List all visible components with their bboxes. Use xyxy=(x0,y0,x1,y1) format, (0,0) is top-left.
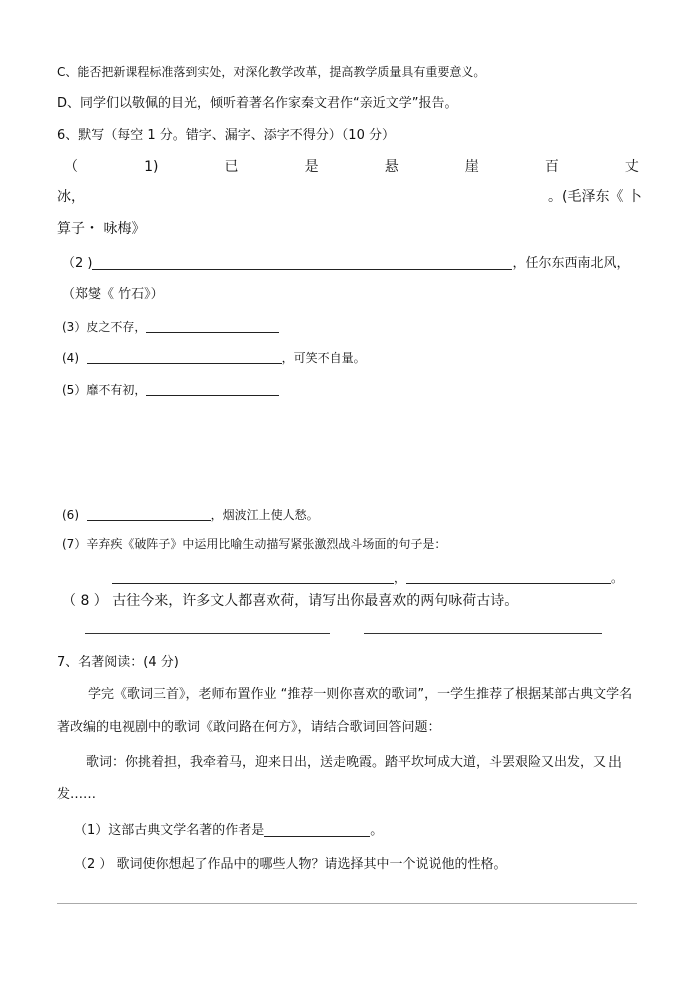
sub-suffix: 。 xyxy=(370,823,384,838)
q6-item1-line2-start: 冰， xyxy=(57,189,85,205)
q6-item1-line1 xyxy=(64,160,639,174)
q6-item1-token: 悬 xyxy=(384,159,399,175)
q6-item1-line2-end: 。(毛泽东《 卜 xyxy=(548,189,642,205)
item-after: ，可笑不自量。 xyxy=(281,351,366,365)
option-d: D、同学们以敬佩的目光，倾听着著名作家秦文君作“亲近文学”报告。 xyxy=(57,96,458,111)
answer-line[interactable] xyxy=(57,903,637,904)
answer-line[interactable] xyxy=(364,633,602,634)
q6-item1-line3: 算子・ 咏梅》 xyxy=(57,221,146,237)
item-period: 。 xyxy=(611,571,624,585)
q7-sub2: （2 ） 歌词使你想起了作品中的哪些人物？请选择其中一个说说他的性格。 xyxy=(74,857,507,872)
answer-blank[interactable] xyxy=(87,507,211,521)
q6-item6 xyxy=(62,507,319,521)
q7-intro-line2: 著改编的电视剧中的歌词《敢问路在何方》，请结合歌词回答问题： xyxy=(57,720,441,735)
q6-header: 6、默写（每空 1 分。错字、漏字、添字不得分）（10 分） xyxy=(57,128,395,143)
q6-item7-prompt: (7）辛弃疾《破阵子》中运用比喻生动描写紧张激烈战斗场面的句子是： xyxy=(62,537,447,551)
q6-item2-source: （郑燮《 竹石》） xyxy=(62,287,164,302)
q7-lyrics-line2: 发…… xyxy=(57,787,97,802)
answer-blank[interactable] xyxy=(264,823,370,837)
item-number: (6) xyxy=(62,508,79,522)
q6-item1-token: 崖 xyxy=(464,159,479,175)
q6-item1-token: 已 xyxy=(224,159,239,175)
answer-blank[interactable] xyxy=(146,382,279,396)
q6-item2 xyxy=(62,256,630,270)
answer-blank[interactable] xyxy=(112,570,394,584)
item-after: ，烟波江上使人愁。 xyxy=(210,508,319,522)
q6-item4 xyxy=(62,350,366,364)
answer-blank[interactable] xyxy=(87,350,282,364)
answer-blank[interactable] xyxy=(146,319,279,333)
q7-lyrics-tail: 出 xyxy=(608,755,622,771)
item-comma: ， xyxy=(394,571,407,585)
q7-header: 7、名著阅读：(4 分) xyxy=(57,655,179,670)
answer-blank[interactable] xyxy=(92,256,512,270)
q6-item7-answer xyxy=(112,570,623,584)
q6-item8: （ 8 ） 古往今来，许多文人都喜欢荷，请写出你最喜欢的两句咏荷古诗。 xyxy=(62,593,519,609)
option-c: C、能否把新课程标准落到实处，对深化教学改革，提高教学质量具有重要意义。 xyxy=(57,65,486,79)
q7-sub1 xyxy=(74,823,383,837)
item-after: ，任尔东西南北风， xyxy=(512,256,630,271)
q6-item1-token: （ xyxy=(64,159,78,175)
q6-item5 xyxy=(62,382,279,396)
q7-lyrics-line1: 歌词：你挑着担，我牵着马，迎来日出，送走晚霞。踏平坎坷成大道，斗罢艰险又出发，又 xyxy=(86,755,607,770)
item-number: （2 ) xyxy=(62,256,93,271)
sub-prefix: （1）这部古典文学名著的作者是 xyxy=(74,823,265,838)
item-text: (5）靡不有初， xyxy=(62,383,147,397)
q6-item1-token: 丈 xyxy=(624,159,639,175)
item-text: (3）皮之不存， xyxy=(62,320,147,334)
answer-line[interactable] xyxy=(85,633,330,634)
q6-item1-token: 1) xyxy=(144,159,159,175)
item-number: (4) xyxy=(62,351,79,365)
q7-intro-line1: 学完《歌词三首》，老师布置作业 “推荐一则你喜欢的歌词”，一学生推荐了根据某部古典文学名 xyxy=(88,687,633,702)
answer-blank[interactable] xyxy=(406,570,611,584)
q6-item3 xyxy=(62,319,279,333)
q6-item1-token: 百 xyxy=(544,159,559,175)
q6-item1-token: 是 xyxy=(304,159,319,175)
